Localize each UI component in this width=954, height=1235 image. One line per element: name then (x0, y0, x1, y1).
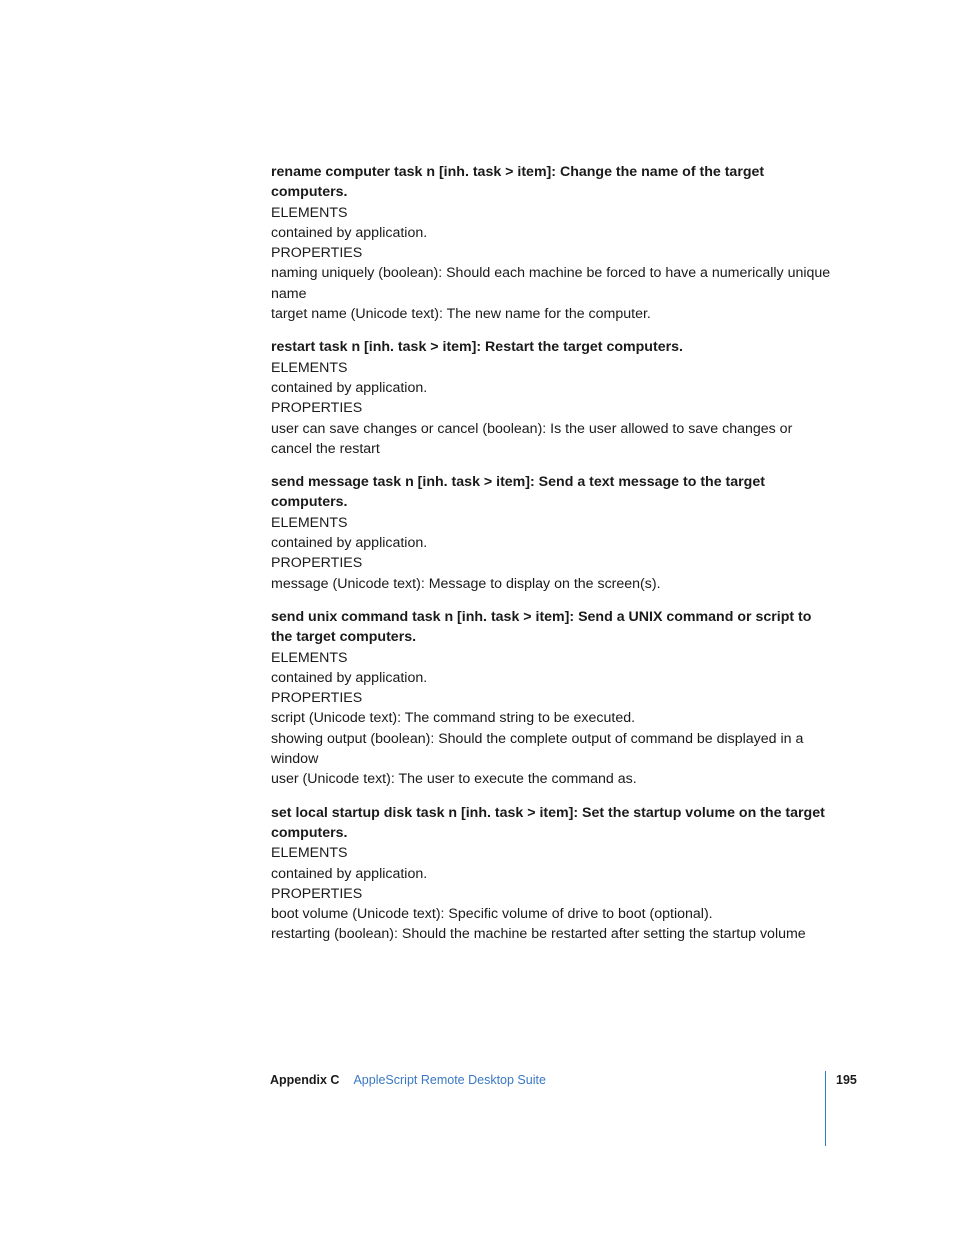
footer-vertical-rule (825, 1071, 826, 1146)
entry-line: contained by application. (271, 224, 428, 241)
entry-line: PROPERTIES (271, 245, 363, 262)
entry-send-unix-command-task (271, 607, 831, 790)
entry-send-message-task (271, 472, 831, 594)
entry-line: contained by application. (271, 379, 428, 396)
entry-line: PROPERTIES (271, 690, 363, 707)
entry-title: restart task n [inh. task > item]: Restart the target computers. (271, 339, 683, 356)
footer-section-title: AppleScript Remote Desktop Suite (353, 1073, 546, 1087)
entry-title: send unix command task n [inh. task > item]: Send a UNIX command or script to the target computers. (271, 608, 812, 646)
entry-line: contained by application. (271, 865, 428, 882)
entry-line: ELEMENTS (271, 845, 348, 862)
entry-rename-computer-task (271, 162, 831, 324)
entry-line: ELEMENTS (271, 204, 348, 221)
entry-line: PROPERTIES (271, 885, 363, 902)
entry-line: target name (Unicode text): The new name for the computer. (271, 306, 651, 323)
entry-line: script (Unicode text): The command string to be executed. (271, 710, 636, 727)
page-footer (270, 1071, 546, 1089)
entry-title: send message task n [inh. task > item]: Send a text message to the target computers. (271, 474, 765, 511)
entry-line: ELEMENTS (271, 649, 348, 666)
entry-line: user (Unicode text): The user to execute the command as. (271, 771, 637, 788)
entry-line: naming uniquely (boolean): Should each machine be forced to have a numerically unique name (271, 265, 831, 302)
entry-line: contained by application. (271, 535, 428, 552)
entry-title: rename computer task n [inh. task > item]: Change the name of the target computers. (271, 164, 765, 201)
entry-restart-task (271, 337, 831, 459)
entry-title: set local startup disk task n [inh. task > item]: Set the startup volume on the target computers. (271, 804, 825, 841)
entry-line: showing output (boolean): Should the complete output of command be displayed in a window (271, 730, 804, 768)
entry-line: message (Unicode text): Message to display on the screen(s). (271, 575, 661, 592)
document-body (271, 162, 831, 958)
entry-line: ELEMENTS (271, 514, 348, 531)
entry-line: contained by application. (271, 669, 428, 686)
entry-line: boot volume (Unicode text): Specific volume of drive to boot (optional). (271, 906, 713, 923)
entry-line: PROPERTIES (271, 400, 363, 417)
footer-appendix-label: Appendix C (270, 1073, 340, 1087)
entry-line: PROPERTIES (271, 555, 363, 572)
entry-line: ELEMENTS (271, 359, 348, 376)
entry-line: restarting (boolean): Should the machine be restarted after setting the startup volume (271, 926, 806, 943)
page-number: 195 (836, 1073, 857, 1087)
entry-line: user can save changes or cancel (boolean): Is the user allowed to save changes or cancel the restart (271, 420, 793, 457)
entry-set-local-startup-disk-task (271, 803, 831, 945)
